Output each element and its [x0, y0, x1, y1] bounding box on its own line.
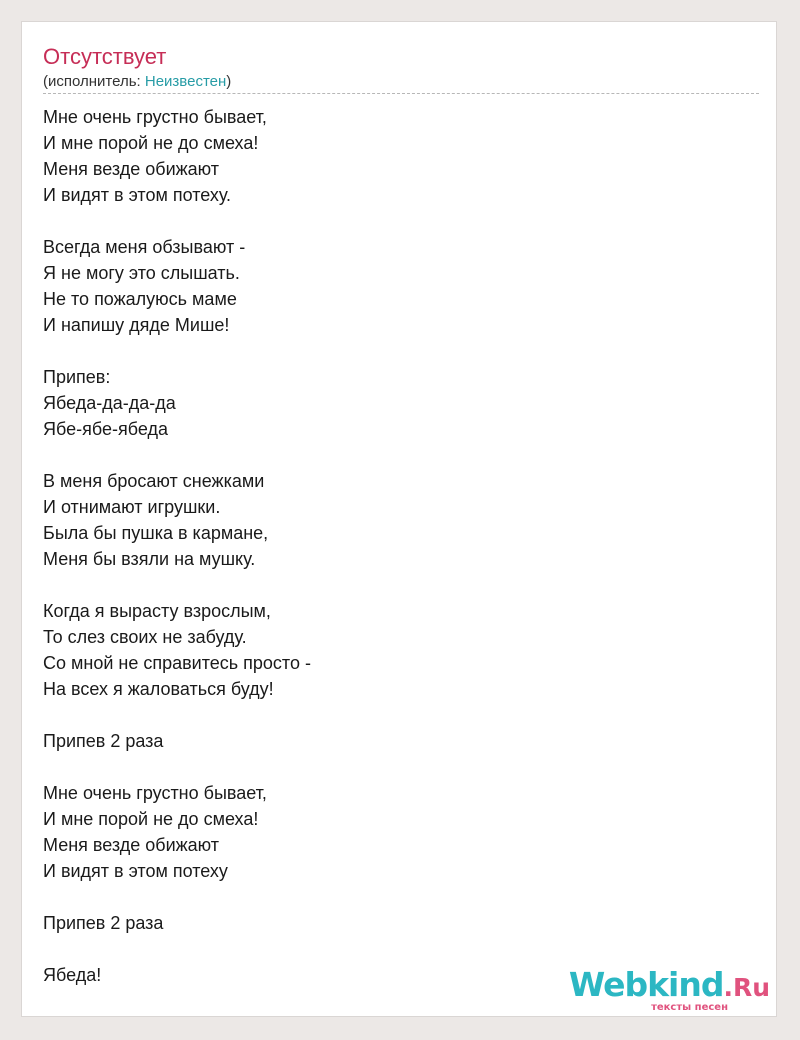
lyric-line: И видят в этом потеху — [43, 861, 228, 881]
lyrics-stanza — [43, 780, 743, 884]
lyrics-stanza — [43, 468, 743, 572]
logo-wordmark — [569, 967, 770, 1006]
lyrics-body — [43, 104, 743, 1014]
logo-tagline: тексты песен — [651, 1002, 728, 1013]
artist-label-prefix: (исполнитель: — [43, 73, 145, 90]
lyrics-stanza — [43, 104, 743, 208]
logo-name: Webkind — [568, 965, 724, 1004]
lyric-line: Когда я вырасту взрослым, — [43, 601, 271, 621]
lyric-line: Припев 2 раза — [43, 731, 164, 751]
lyric-line: И напишу дяде Мише! — [43, 315, 230, 335]
lyric-line: Ябеда-да-да-да — [43, 393, 176, 413]
lyric-line: То слез своих не забуду. — [43, 627, 247, 647]
lyric-line: Меня бы взяли на мушку. — [43, 549, 256, 569]
logo-tld: .Ru — [723, 973, 770, 1002]
lyric-line: Не то пожалуюсь маме — [43, 289, 237, 309]
artist-line — [43, 72, 231, 91]
lyrics-stanza — [43, 234, 743, 338]
lyric-line: И мне порой не до смеха! — [43, 809, 259, 829]
lyrics-card — [21, 21, 777, 1017]
lyric-line: Припев: — [43, 367, 111, 387]
artist-link[interactable]: Неизвестен — [144, 73, 227, 90]
song-title: Отсутствует — [43, 44, 167, 69]
artist-label-suffix: ) — [226, 73, 232, 90]
lyric-line: Всегда меня обзывают - — [43, 237, 246, 257]
lyric-line: Припев 2 раза — [43, 913, 164, 933]
lyric-line: Меня везде обижают — [43, 159, 220, 179]
lyric-line: Ябе-ябе-ябеда — [43, 419, 168, 439]
lyric-line: Со мной не справитесь просто - — [43, 653, 311, 673]
lyric-line: Ябеда! — [43, 965, 102, 985]
lyric-line: Я не могу это слышать. — [43, 263, 240, 283]
lyric-line: В меня бросают снежками — [43, 471, 265, 491]
site-logo[interactable] — [569, 967, 770, 1013]
lyrics-stanza — [43, 364, 743, 442]
lyrics-stanza — [43, 728, 743, 754]
lyric-line: Меня везде обижают — [43, 835, 220, 855]
lyrics-stanza — [43, 910, 743, 936]
lyric-line: Мне очень грустно бывает, — [43, 783, 267, 803]
lyric-line: И отнимают игрушки. — [43, 497, 221, 517]
lyric-line: Мне очень грустно бывает, — [43, 107, 267, 127]
lyric-line: И видят в этом потеху. — [43, 185, 232, 205]
lyric-line: Была бы пушка в кармане, — [43, 523, 269, 543]
divider — [43, 93, 759, 94]
lyric-line: На всех я жаловаться буду! — [43, 679, 274, 699]
lyric-line: И мне порой не до смеха! — [43, 133, 259, 153]
lyrics-stanza — [43, 598, 743, 702]
